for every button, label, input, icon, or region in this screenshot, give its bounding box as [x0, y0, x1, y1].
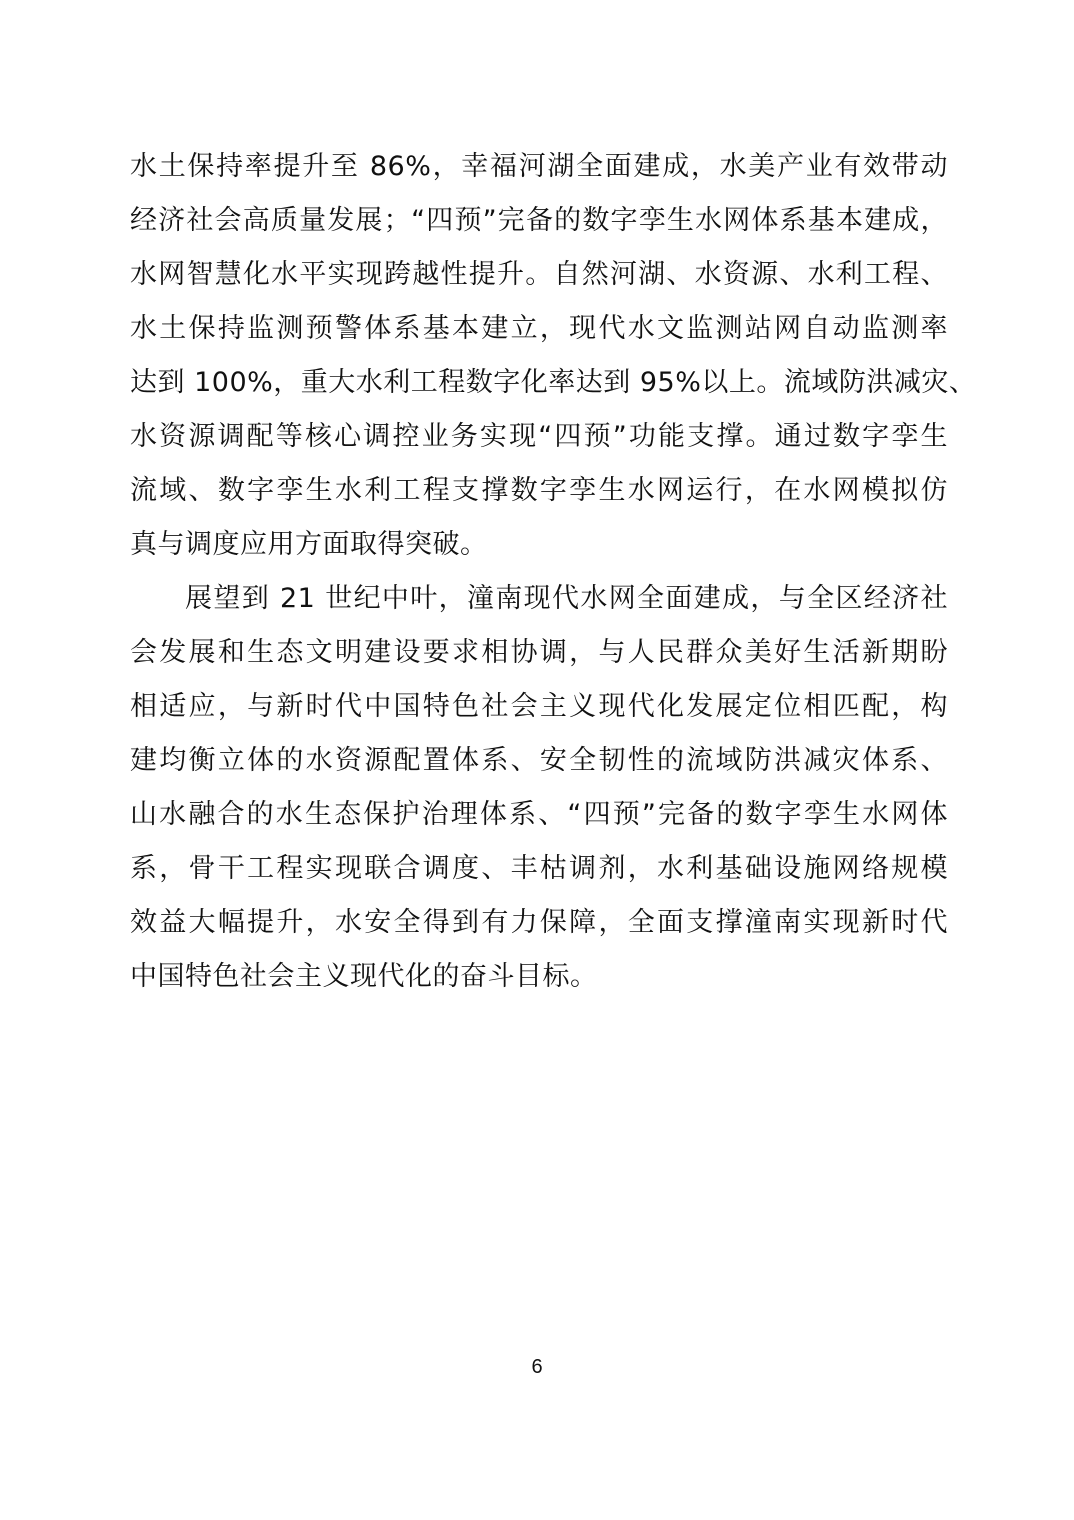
page-number: 6 [531, 1356, 543, 1378]
paragraph-line: 水网智慧化水平实现跨越性提升。自然河湖、水资源、水利工程、 [130, 259, 948, 290]
paragraph-line: 山水融合的水生态保护治理体系、“四预”完备的数字孪生水网体 [130, 799, 948, 830]
paragraph-line: 经济社会高质量发展；“四预”完备的数字孪生水网体系基本建成， [130, 205, 948, 236]
paragraph-line: 流域、数字孪生水利工程支撑数字孪生水网运行，在水网模拟仿 [130, 475, 948, 506]
paragraph-line: 会发展和生态文明建设要求相协调，与人民群众美好生活新期盼 [130, 637, 948, 668]
paragraph-line: 效益大幅提升，水安全得到有力保障，全面支撑潼南实现新时代 [130, 907, 948, 938]
paragraph-line: 相适应，与新时代中国特色社会主义现代化发展定位相匹配，构 [130, 691, 948, 722]
body-text [130, 140, 977, 1004]
paragraph-line: 达到 100%，重大水利工程数字化率达到 95%以上。流域防洪减灾、 [130, 367, 977, 398]
paragraph-line: 水资源调配等核心调控业务实现“四预”功能支撑。通过数字孪生 [130, 421, 948, 452]
paragraph-line: 系，骨干工程实现联合调度、丰枯调剂，水利基础设施网络规模 [130, 853, 948, 884]
paragraph-line: 水土保持率提升至 86%，幸福河湖全面建成，水美产业有效带动 [130, 151, 948, 182]
paragraph-2 [130, 572, 948, 1004]
paragraph-line: 中国特色社会主义现代化的奋斗目标。 [130, 961, 598, 992]
paragraph-line: 水土保持监测预警体系基本建立，现代水文监测站网自动监测率 [130, 313, 948, 344]
paragraph-line: 展望到 21 世纪中叶，潼南现代水网全面建成，与全区经济社 [185, 583, 948, 614]
paragraph-line: 真与调度应用方面取得突破。 [130, 529, 488, 560]
paragraph-1 [130, 140, 977, 572]
paragraph-line: 建均衡立体的水资源配置体系、安全韧性的流域防洪减灾体系、 [130, 745, 948, 776]
